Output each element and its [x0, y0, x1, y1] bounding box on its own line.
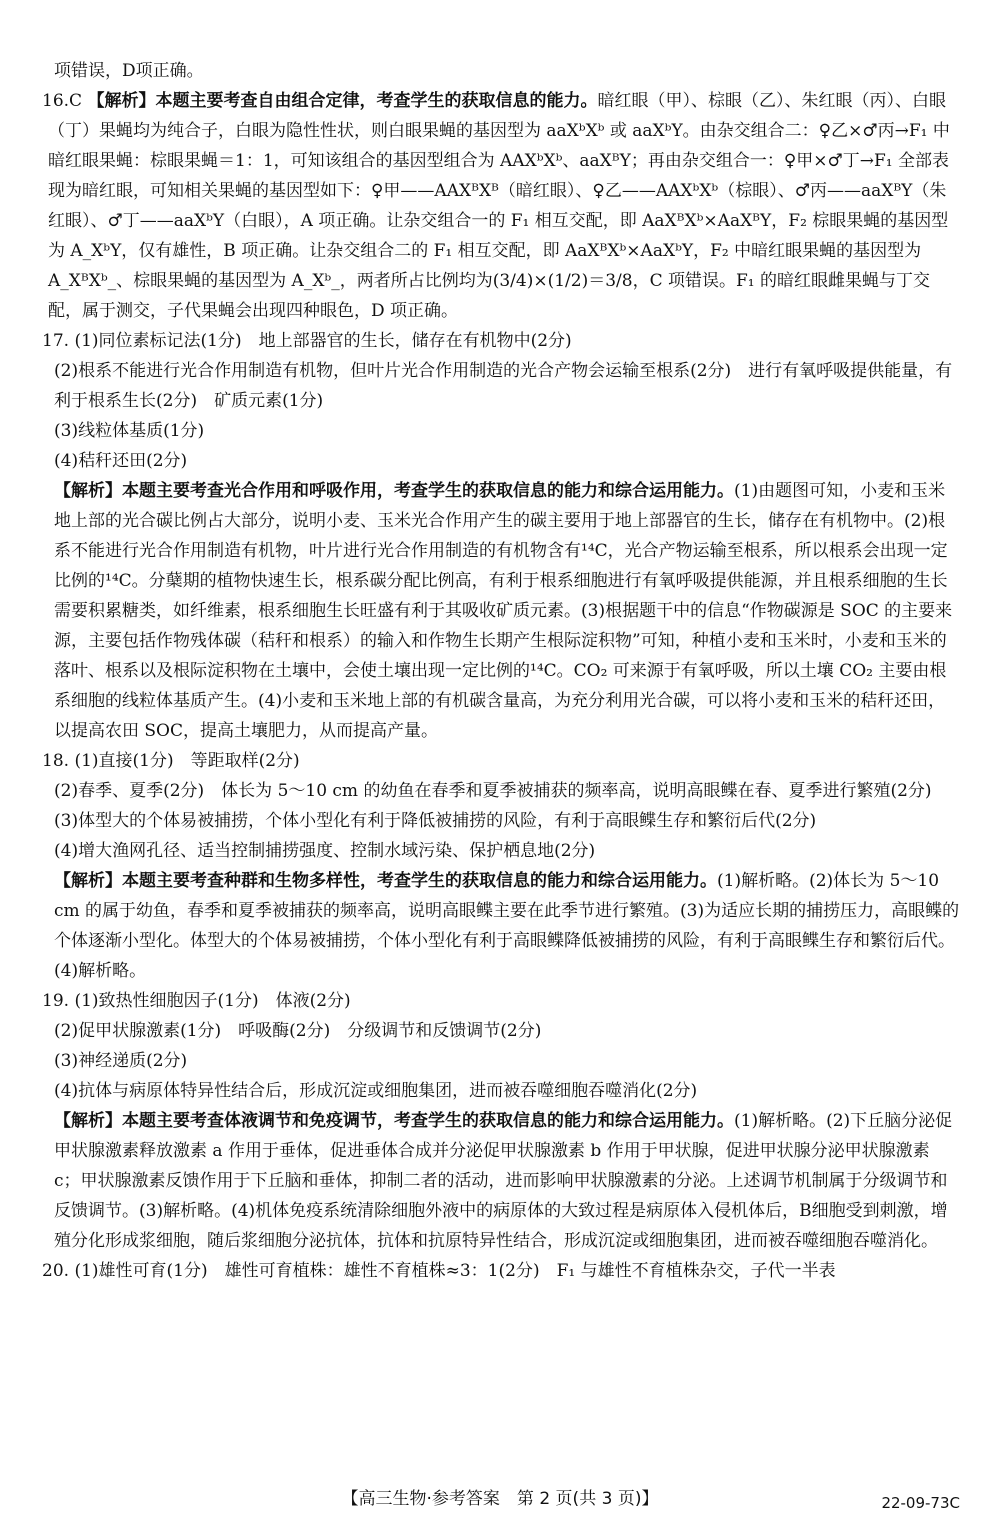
question-number: 18. [42, 751, 70, 771]
answer-text: (1)解析略。(2)下丘脑分泌促甲状腺激素释放激素 a 作用于垂体，促进垂体合成并分泌促甲状腺激素 b 作用于甲状腺，促进甲状腺分泌甲状腺激素 c；甲状腺激素反馈作用于下丘脑和垂体，抑制二者的活动，进而影响甲状腺激素的分泌。上述调节机制属于分级调节和反馈调节。(3)解析略。(4)机体免疫系统清除细胞外液中的病原体的大致过程是病原体入侵机体后，B细胞受到刺激，增殖分化形成浆细胞，随后浆细胞分泌抗体，抗体和抗原特异性结合，形成沉淀或细胞集团，进而被吞噬细胞吞噬消化。 [54, 1111, 953, 1251]
answer-text: (4)秸秆还田(2分) [54, 451, 188, 471]
sub-answer [48, 416, 960, 446]
answer-text: (3)体型大的个体易被捕捞，个体小型化有利于降低被捕捞的风险，有利于高眼鲽生存和繁衍后代(2分) [54, 811, 817, 831]
answer-text: (2)促甲状腺激素(1分) 呼吸酶(2分) 分级调节和反馈调节(2分) [54, 1021, 542, 1041]
analysis-summary: 本题主要考查光合作用和呼吸作用，考查学生的获取信息的能力和综合运用能力。 [122, 481, 734, 501]
analysis-summary: 本题主要考查体液调节和免疫调节，考查学生的获取信息的能力和综合运用能力。 [122, 1111, 734, 1131]
answer-text: (2)春季、夏季(2分) 体长为 5～10 cm 的幼鱼在春季和夏季被捕获的频率高，说明高眼鲽在春、夏季进行繁殖(2分) [54, 781, 932, 801]
analysis-tag: 【解析】 [54, 871, 122, 891]
sub-answer [48, 1076, 960, 1106]
analysis-summary: 本题主要考查自由组合定律，考查学生的获取信息的能力。 [155, 91, 598, 111]
sub-answer [48, 1016, 960, 1046]
analysis-tag: 【解析】 [54, 1111, 122, 1131]
answer-text: (1)同位素标记法(1分) 地上部器官的生长，储存在有机物中(2分) [74, 331, 572, 351]
sub-answer [48, 1046, 960, 1076]
exam-code: 22-09-73C [881, 1494, 960, 1512]
sub-answer [48, 356, 960, 416]
question-answer [42, 86, 960, 326]
answer-text: (1)致热性细胞因子(1分) 体液(2分) [74, 991, 351, 1011]
answer-text: (3)神经递质(2分) [54, 1051, 188, 1071]
answer-text: (1)解析略。(2)体长为 5～10 cm 的属于幼鱼，春季和夏季被捕获的频率高，说明高眼鲽主要在此季节进行繁殖。(3)为适应长期的捕捞压力，高眼鲽的个体逐渐小型化。体型大的个体易被捕捞，个体小型化有利于高眼鲽降低被捕捞的风险，有利于高眼鲽生存和繁衍后代。(4)解析略。 [54, 871, 960, 981]
sub-answer [48, 446, 960, 476]
text-paragraph [48, 56, 960, 86]
answer-text: (1)雄性可育(1分) 雄性可育植株：雄性不育植株≈3：1(2分) F₁ 与雄性不育植株杂交，子代一半表 [74, 1261, 836, 1281]
answer-text: 项错误，D项正确。 [54, 61, 204, 81]
analysis-tag: 【解析】 [54, 481, 122, 501]
analysis-paragraph [48, 866, 960, 986]
analysis-summary: 本题主要考查种群和生物多样性，考查学生的获取信息的能力和综合运用能力。 [122, 871, 717, 891]
question-number: 16.C [42, 91, 83, 111]
page-footer: 【高三生物·参考答案 第 2 页(共 3 页)】 [341, 1489, 659, 1509]
question-answer [42, 986, 960, 1016]
sub-answer [48, 776, 960, 806]
answer-text: 暗红眼（甲）、棕眼（乙）、朱红眼（丙）、白眼（丁）果蝇均为纯合子，白眼为隐性性状，则白眼果蝇的基因型为 aaXᵇXᵇ 或 aaXᵇY。由杂交组合二：♀乙×♂丙→F₁ 中暗红眼果蝇：棕眼果蝇＝1：1，可知该组合的基因型组合为 AAXᵇXᵇ、aaXᴮY；再由杂交组合一：♀甲×♂丁→F₁ 全部表现为暗红眼，可知相关果蝇的基因型如下：♀甲——AAXᴮXᴮ（暗红眼）、♀乙——AAXᵇXᵇ（棕眼）、♂丙——aaXᴮY（朱红眼）、♂丁——aaXᵇY（白眼），A 项正确。让杂交组合一的 F₁ 相互交配，即 AaXᴮXᵇ×AaXᴮY，F₂ 棕眼果蝇的基因型为 A_XᵇY，仅有雄性，B 项正确。让杂交组合二的 F₁ 相互交配，即 AaXᴮXᵇ×AaXᵇY，F₂ 中暗红眼果蝇的基因型为 A_XᴮXᵇ_、棕眼果蝇的基因型为 A_Xᵇ_，两者所占比例均为(3/4)×(1/2)＝3/8，C 项错误。F₁ 的暗红眼雌果蝇与丁交配，属于测交，子代果蝇会出现四种眼色，D 项正确。 [48, 91, 950, 321]
analysis-paragraph [48, 476, 960, 746]
answer-text: (3)线粒体基质(1分) [54, 421, 205, 441]
question-answer [42, 746, 960, 776]
answer-text: (1)直接(1分) 等距取样(2分) [74, 751, 300, 771]
sub-answer [48, 806, 960, 836]
question-number: 17. [42, 331, 70, 351]
question-answer [42, 1256, 960, 1286]
answer-text: (1)由题图可知，小麦和玉米地上部的光合碳比例占大部分，说明小麦、玉米光合作用产生的碳主要用于地上部器官的生长，储存在有机物中。(2)根系不能进行光合作用制造有机物，叶片进行光合作用制造的有机物含有¹⁴C，光合产物运输至根系，所以根系会出现一定比例的¹⁴C。分蘖期的植物快速生长，根系碳分配比例高，有利于根系细胞进行有氧呼吸提供能源，并且根系细胞的生长需要积累糖类，如纤维素，根系细胞生长旺盛有利于其吸收矿质元素。(3)根据题干中的信息“作物碳源是 SOC 的主要来源，主要包括作物残体碳（秸秆和根系）的输入和作物生长期产生根际淀积物”可知，种植小麦和玉米时，小麦和玉米的落叶、根系以及根际淀积物在土壤中，会使土壤出现一定比例的¹⁴C。CO₂ 可来源于有氧呼吸，所以土壤 CO₂ 主要由根系细胞的线粒体基质产生。(4)小麦和玉米地上部的有机碳含量高，为充分利用光合碳，可以将小麦和玉米的秸秆还田，以提高农田 SOC，提高土壤肥力，从而提高产量。 [54, 481, 953, 741]
question-answer [42, 326, 960, 356]
answer-text: (2)根系不能进行光合作用制造有机物，但叶片光合作用制造的光合产物会运输至根系(2分) 进行有氧呼吸提供能量，有利于根系生长(2分) 矿质元素(1分) [54, 361, 953, 411]
analysis-tag: 【解析】 [87, 91, 156, 111]
answer-text: (4)抗体与病原体特异性结合后，形成沉淀或细胞集团，进而被吞噬细胞吞噬消化(2分) [54, 1081, 698, 1101]
sub-answer [48, 836, 960, 866]
answer-text: (4)增大渔网孔径、适当控制捕捞强度、控制水域污染、保护栖息地(2分) [54, 841, 596, 861]
analysis-paragraph [48, 1106, 960, 1256]
question-number: 19. [42, 991, 70, 1011]
answer-content [42, 56, 960, 1286]
question-number: 20. [42, 1261, 70, 1281]
